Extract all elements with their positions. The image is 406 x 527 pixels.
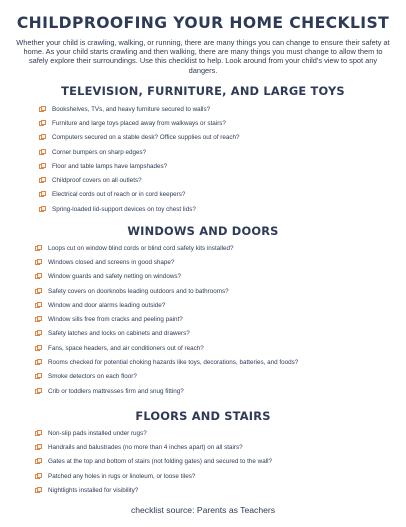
checkbox-icon[interactable]	[35, 430, 42, 437]
checklist-item[interactable]	[39, 116, 240, 130]
checklist-item[interactable]	[35, 455, 272, 469]
checklist-item-label: Furniture and large toys placed away from walkways or stairs?	[52, 119, 226, 127]
checklist-item[interactable]	[35, 312, 298, 326]
checkbox-icon[interactable]	[39, 191, 46, 198]
checklist-item[interactable]	[35, 298, 298, 312]
checklist-item[interactable]	[39, 102, 240, 116]
checklist-item-label: Non-slip pads installed under rugs?	[48, 429, 147, 437]
checklist-item[interactable]	[39, 202, 240, 216]
checkbox-icon[interactable]	[35, 302, 42, 309]
checklist-item-label: Windows closed and screens in good shape?	[48, 258, 175, 266]
checkbox-icon[interactable]	[39, 120, 46, 127]
checklist-item-label: Patched any holes in rugs or linoleum, or loose tiles?	[48, 472, 196, 480]
checkbox-icon[interactable]	[35, 473, 42, 480]
checkbox-icon[interactable]	[35, 444, 42, 451]
checklist-item-label: Bookshelves, TVs, and heavy furniture secured to walls?	[52, 105, 211, 113]
checklist-floors-stairs	[35, 426, 272, 497]
checklist-source: checklist source: Parents as Teachers	[130, 505, 276, 515]
checklist-item-label: Smoke detectors on each floor?	[48, 373, 137, 381]
checklist-item-label: Gates at the top and bottom of stairs (not folding gates) and secured to the wall?	[48, 458, 273, 466]
checklist-item-label: Crib or toddlers mattresses firm and snug fitting?	[48, 387, 184, 395]
checkbox-icon[interactable]	[35, 373, 42, 380]
checklist-item[interactable]	[35, 341, 298, 355]
checklist-item[interactable]	[39, 145, 240, 159]
checklist-item[interactable]	[35, 284, 298, 298]
checkbox-icon[interactable]	[35, 487, 42, 494]
checklist-item-label: Handrails and balustrades (no more than 4 inches apart) on all stairs?	[48, 443, 243, 451]
intro-paragraph: Whether your child is crawling, walking, or running, there are many things you can change to ensure their safety at home. As your child starts crawling and then walking, there are many things you must change to allow them to safely explore their surroundings. Use this checklist to help. Look around from your child's view to spot any dangers.	[16, 38, 390, 75]
checkbox-icon[interactable]	[39, 177, 46, 184]
checkbox-icon[interactable]	[35, 273, 42, 280]
checklist-item-label: Childproof covers on all outlets?	[52, 177, 142, 185]
checklist-item[interactable]	[35, 370, 298, 384]
checklist-item-label: Rooms checked for potential choking hazards like toys, decorations, batteries, and foods?	[48, 359, 299, 367]
checkbox-icon[interactable]	[35, 330, 42, 337]
checklist-windows-doors	[35, 241, 298, 398]
checkbox-icon[interactable]	[39, 134, 46, 141]
checkbox-icon[interactable]	[39, 106, 46, 113]
checklist-item[interactable]	[35, 355, 298, 369]
checklist-item-label: Electrical cords out of reach or in cord keepers?	[52, 191, 186, 199]
checkbox-icon[interactable]	[35, 345, 42, 352]
checkbox-icon[interactable]	[35, 316, 42, 323]
checkbox-icon[interactable]	[35, 388, 42, 395]
checklist-item-label: Spring-loaded lid-support devices on toy chest lids?	[52, 205, 196, 213]
checklist-item[interactable]	[39, 188, 240, 202]
checkbox-icon[interactable]	[35, 245, 42, 252]
checklist-item[interactable]	[35, 483, 272, 497]
checkbox-icon[interactable]	[39, 163, 46, 170]
page-title: CHILDPROOFING YOUR HOME CHECKLIST	[16, 14, 390, 32]
checklist-item[interactable]	[35, 469, 272, 483]
checklist-item-label: Safety covers on doorknobs leading outdoors and to bathrooms?	[48, 287, 229, 295]
checklist-tv-furniture-toys	[39, 102, 240, 216]
checklist-item[interactable]	[35, 440, 272, 454]
checklist-item[interactable]	[35, 426, 272, 440]
checkbox-icon[interactable]	[35, 288, 42, 295]
checklist-item-label: Loops cut on window blind cords or blind cord safety kits installed?	[48, 244, 234, 252]
checklist-item-label: Window guards and safety netting on windows?	[48, 273, 182, 281]
checklist-item[interactable]	[35, 270, 298, 284]
checklist-item-label: Corner bumpers on sharp edges?	[52, 148, 147, 156]
checkbox-icon[interactable]	[35, 359, 42, 366]
checklist-item-label: Safety latches and locks on cabinets and drawers?	[48, 330, 190, 338]
checklist-item-label: Floor and table lamps have lampshades?	[52, 162, 168, 170]
checklist-item[interactable]	[35, 255, 298, 269]
section-heading-tv-furniture-toys: TELEVISION, FURNITURE, AND LARGE TOYS	[61, 84, 345, 98]
checklist-item[interactable]	[35, 241, 298, 255]
checkbox-icon[interactable]	[35, 458, 42, 465]
checklist-item[interactable]	[39, 131, 240, 145]
checkbox-icon[interactable]	[39, 149, 46, 156]
checklist-item-label: Computers secured on a stable desk? Office supplies out of reach?	[52, 134, 240, 142]
checklist-item-label: Fans, space headers, and air conditioners out of reach?	[48, 344, 204, 352]
checklist-item[interactable]	[35, 384, 298, 398]
section-heading-windows-doors: WINDOWS AND DOORS	[127, 224, 279, 238]
checklist-item[interactable]	[35, 327, 298, 341]
checklist-item-label: Nightlights installed for visibility?	[48, 486, 139, 494]
checklist-item-label: Window sills free from cracks and peeling paint?	[48, 316, 183, 324]
checklist-item[interactable]	[39, 173, 240, 187]
section-heading-floors-stairs: FLOORS AND STAIRS	[135, 409, 271, 423]
checkbox-icon[interactable]	[35, 259, 42, 266]
checklist-item[interactable]	[39, 159, 240, 173]
checkbox-icon[interactable]	[39, 206, 46, 213]
checklist-item-label: Window and door alarms leading outside?	[48, 301, 166, 309]
